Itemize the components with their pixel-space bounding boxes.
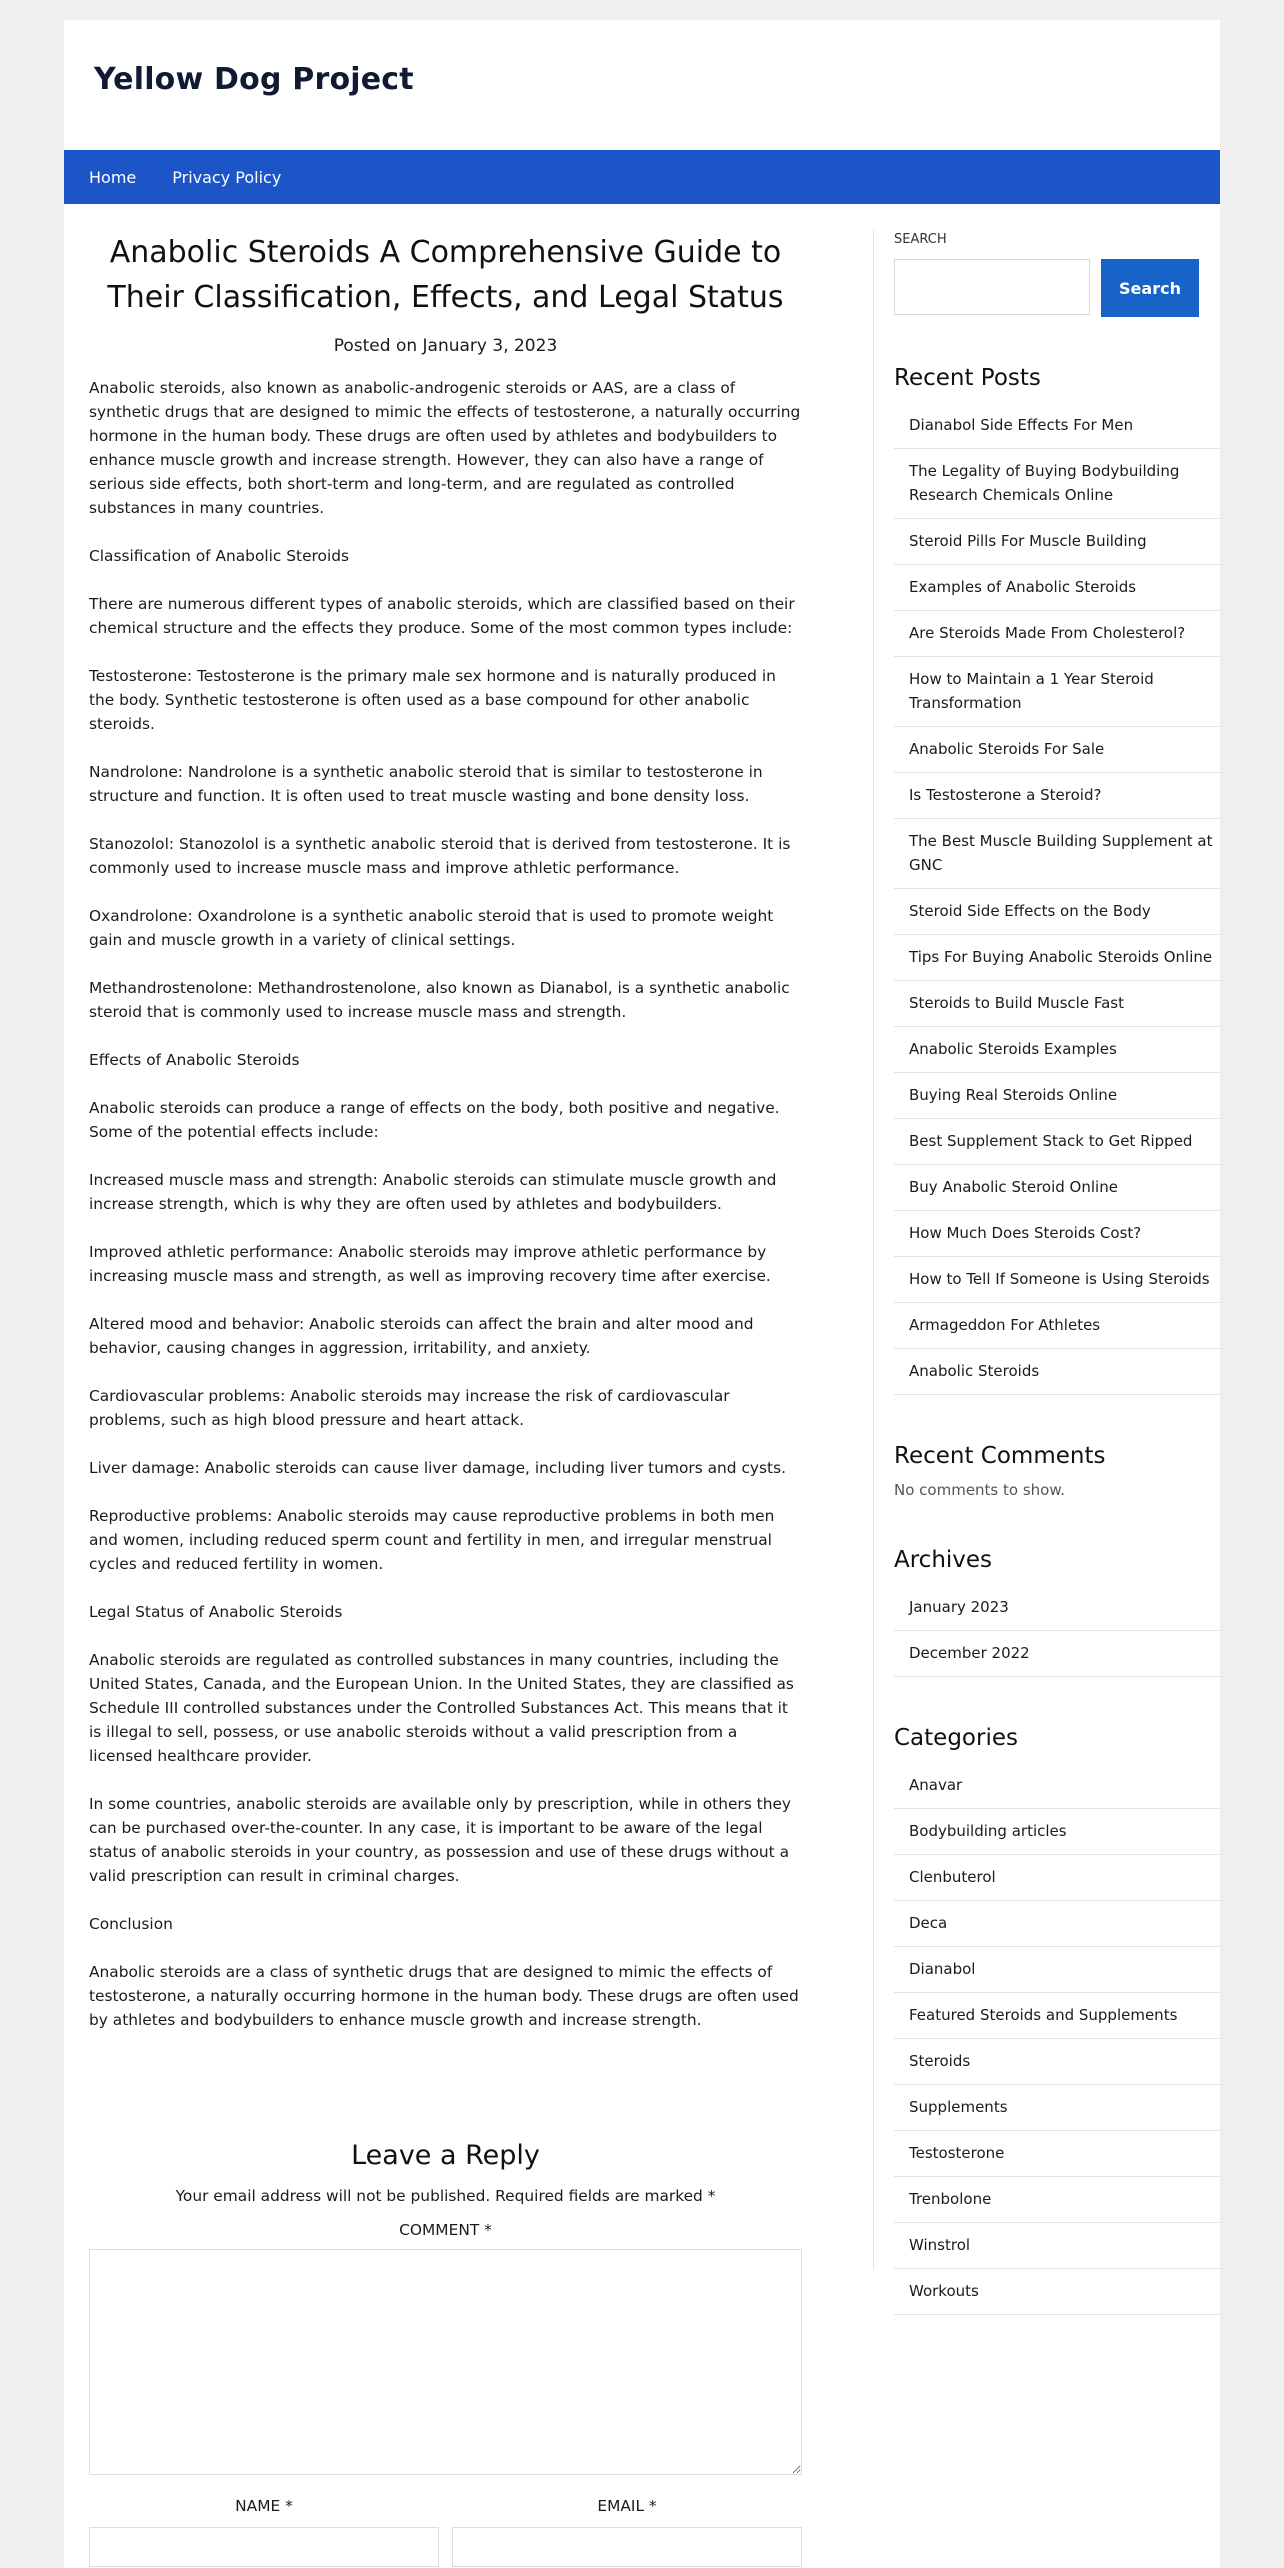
categories-list <box>894 1763 1220 2315</box>
post-paragraph: Testosterone: Testosterone is the primary male sex hormone and is naturally produced in the body. Synthetic testosterone is often used as a base compound for other anabolic steroids. <box>89 667 776 733</box>
search-button[interactable]: Search <box>1101 259 1199 317</box>
recent-post-link[interactable]: Steroids to Build Muscle Fast <box>894 981 1220 1027</box>
post-paragraph: Anabolic steroids can produce a range of effects on the body, both positive and negative. Some of the potential effects include: <box>89 1099 780 1141</box>
post-paragraph: Nandrolone: Nandrolone is a synthetic anabolic steroid that is similar to testosterone in structure and function. It is often used to treat muscle wasting and bone density loss. <box>89 763 763 805</box>
search-label: SEARCH <box>894 232 947 247</box>
recent-posts-list <box>894 403 1220 1395</box>
page-container <box>64 20 1220 2568</box>
post-paragraph: Effects of Anabolic Steroids <box>89 1051 300 1069</box>
site-header <box>64 20 1220 150</box>
post-paragraph: Liver damage: Anabolic steroids can cause liver damage, including liver tumors and cysts. <box>89 1459 786 1477</box>
recent-post-link[interactable]: Tips For Buying Anabolic Steroids Online <box>894 935 1220 981</box>
email-field-group <box>452 2497 802 2567</box>
category-link[interactable]: Dianabol <box>894 1947 1220 1993</box>
recent-post-link[interactable]: Anabolic Steroids <box>894 1349 1220 1395</box>
recent-post-link[interactable]: Dianabol Side Effects For Men <box>894 403 1220 449</box>
recent-post-link[interactable]: Anabolic Steroids Examples <box>894 1027 1220 1073</box>
reply-note: Your email address will not be published. Required fields are marked * <box>175 2187 716 2205</box>
category-link[interactable]: Testosterone <box>894 2131 1220 2177</box>
recent-post-link[interactable]: Anabolic Steroids For Sale <box>894 727 1220 773</box>
recent-post-link[interactable]: Buying Real Steroids Online <box>894 1073 1220 1119</box>
post-paragraph: Classification of Anabolic Steroids <box>89 547 350 565</box>
name-label: NAME * <box>235 2497 293 2515</box>
comment-textarea[interactable] <box>89 2249 802 2475</box>
email-label: EMAIL * <box>597 2497 657 2515</box>
categories-title: Categories <box>894 1725 1018 1751</box>
name-field-group <box>89 2497 439 2567</box>
category-link[interactable]: Workouts <box>894 2269 1220 2315</box>
archive-link[interactable]: December 2022 <box>894 1631 1220 1677</box>
main-nav <box>64 150 1220 204</box>
category-link[interactable]: Supplements <box>894 2085 1220 2131</box>
post-paragraph: Anabolic steroids are a class of synthetic drugs that are designed to mimic the effects of testosterone, a naturally occurring hormone in the human body. These drugs are often used by athletes and bodybuilders to enhance muscle growth and increase strength. <box>89 1963 799 2029</box>
category-link[interactable]: Winstrol <box>894 2223 1220 2269</box>
archives-list <box>894 1585 1220 1677</box>
post-body <box>89 376 802 2032</box>
post-paragraph: Increased muscle mass and strength: Anabolic steroids can stimulate muscle growth and increase strength, which is why they are often used by athletes and bodybuilders. <box>89 1171 777 1213</box>
post-paragraph: Oxandrolone: Oxandrolone is a synthetic anabolic steroid that is used to promote weight gain and muscle growth in a variety of clinical settings. <box>89 907 774 949</box>
recent-post-link[interactable]: The Best Muscle Building Supplement at GNC <box>894 819 1220 889</box>
post-paragraph: Reproductive problems: Anabolic steroids may cause reproductive problems in both men and women, including reduced sperm count and fertility in men, and irregular menstrual cycles and reduced fertility in women. <box>89 1507 775 1573</box>
recent-post-link[interactable]: How to Maintain a 1 Year Steroid Transformation <box>894 657 1220 727</box>
recent-post-link[interactable]: Steroid Side Effects on the Body <box>894 889 1220 935</box>
recent-post-link[interactable]: Buy Anabolic Steroid Online <box>894 1165 1220 1211</box>
recent-post-link[interactable]: Armageddon For Athletes <box>894 1303 1220 1349</box>
recent-post-link[interactable]: Are Steroids Made From Cholesterol? <box>894 611 1220 657</box>
post-paragraph: Cardiovascular problems: Anabolic steroids may increase the risk of cardiovascular problems, such as high blood pressure and heart attack. <box>89 1387 730 1429</box>
post-paragraph: Stanozolol: Stanozolol is a synthetic anabolic steroid that is derived from testosterone. It is commonly used to increase muscle mass and improve athletic performance. <box>89 835 791 877</box>
comment-label: COMMENT * <box>399 2221 492 2239</box>
post-paragraph: Conclusion <box>89 1915 173 1933</box>
comment-form <box>89 2140 802 2567</box>
category-link[interactable]: Trenbolone <box>894 2177 1220 2223</box>
recent-comments-title: Recent Comments <box>894 1443 1106 1469</box>
reply-title: Leave a Reply <box>351 2140 540 2171</box>
archive-link[interactable]: January 2023 <box>894 1585 1220 1631</box>
post-paragraph: In some countries, anabolic steroids are available only by prescription, while in others they can be purchased over-the-counter. In any case, it is important to be aware of the legal status of anabolic steroids in your country, as possession and use of these drugs without a valid prescription can result in criminal charges. <box>89 1795 792 1885</box>
category-link[interactable]: Deca <box>894 1901 1220 1947</box>
search-form <box>894 259 1220 317</box>
search-input[interactable] <box>894 259 1090 315</box>
category-link[interactable]: Anavar <box>894 1763 1220 1809</box>
email-input[interactable] <box>452 2527 802 2567</box>
category-link[interactable]: Featured Steroids and Supplements <box>894 1993 1220 2039</box>
name-input[interactable] <box>89 2527 439 2567</box>
post-paragraph: Methandrostenolone: Methandrostenolone, also known as Dianabol, is a synthetic anabolic steroid that is commonly used to increase muscle mass and strength. <box>89 979 790 1021</box>
nav-item-privacy-policy[interactable]: Privacy Policy <box>172 167 282 187</box>
archives-title: Archives <box>894 1547 993 1573</box>
name-email-row <box>89 2497 802 2567</box>
post-paragraph: Anabolic steroids, also known as anabolic-androgenic steroids or AAS, are a class of synthetic drugs that are designed to mimic the effects of testosterone, a naturally occurring hormone in the human body. These drugs are often used by athletes and bodybuilders to enhance muscle growth and increase strength. However, they can also have a range of serious side effects, both short-term and long-term, and are regulated as controlled substances in many countries. <box>89 379 801 517</box>
category-link[interactable]: Clenbuterol <box>894 1855 1220 1901</box>
post-meta: Posted on January 3, 2023 <box>333 336 558 356</box>
category-link[interactable]: Bodybuilding articles <box>894 1809 1220 1855</box>
post-paragraph: Altered mood and behavior: Anabolic steroids can affect the brain and alter mood and behavior, causing changes in aggression, irritability, and anxiety. <box>89 1315 754 1357</box>
recent-comments-empty: No comments to show. <box>894 1481 1065 1499</box>
sidebar-divider <box>873 230 874 2270</box>
recent-post-link[interactable]: Examples of Anabolic Steroids <box>894 565 1220 611</box>
site-title[interactable]: Yellow Dog Project <box>94 62 414 97</box>
post-paragraph: Legal Status of Anabolic Steroids <box>89 1603 343 1621</box>
sidebar <box>894 230 1220 2315</box>
post-paragraph: There are numerous different types of anabolic steroids, which are classified based on their chemical structure and the effects they produce. Some of the most common types include: <box>89 595 795 637</box>
category-link[interactable]: Steroids <box>894 2039 1220 2085</box>
nav-item-home[interactable]: Home <box>89 167 137 187</box>
post-paragraph: Anabolic steroids are regulated as controlled substances in many countries, including the United States, Canada, and the European Union. In the United States, they are classified as Schedule III controlled substances under the Controlled Substances Act. This means that it is illegal to sell, possess, or use anabolic steroids without a valid prescription from a licensed healthcare provider. <box>89 1651 794 1765</box>
recent-post-link[interactable]: Is Testosterone a Steroid? <box>894 773 1220 819</box>
recent-post-link[interactable]: Best Supplement Stack to Get Ripped <box>894 1119 1220 1165</box>
recent-post-link[interactable]: Steroid Pills For Muscle Building <box>894 519 1220 565</box>
recent-post-link[interactable]: How Much Does Steroids Cost? <box>894 1211 1220 1257</box>
recent-post-link[interactable]: How to Tell If Someone is Using Steroids <box>894 1257 1220 1303</box>
post-title: Anabolic Steroids A Comprehensive Guide to Their Classification, Effects, and Legal Status <box>107 235 784 315</box>
post-paragraph: Improved athletic performance: Anabolic steroids may improve athletic performance by increasing muscle mass and strength, as well as improving recovery time after exercise. <box>89 1243 771 1285</box>
recent-posts-title: Recent Posts <box>894 365 1041 391</box>
main-content <box>89 230 802 2056</box>
recent-post-link[interactable]: The Legality of Buying Bodybuilding Research Chemicals Online <box>894 449 1220 519</box>
